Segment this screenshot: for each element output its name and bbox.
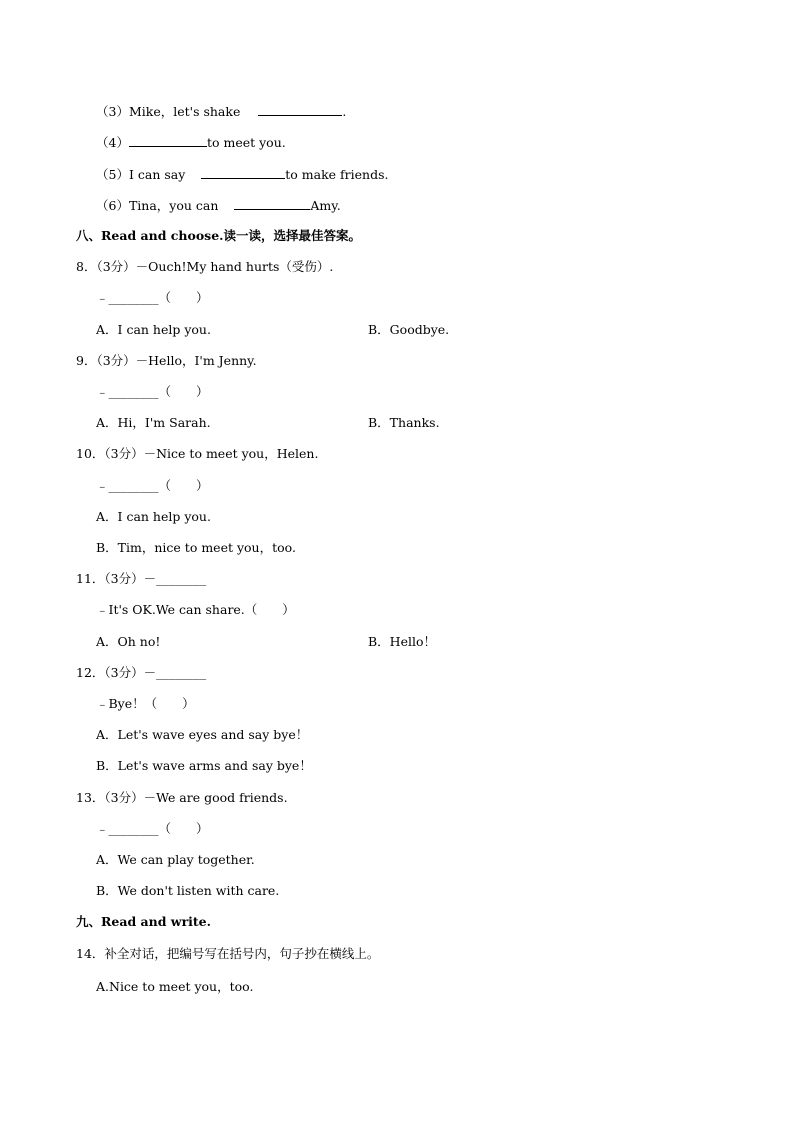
question-prompt: －________ (143, 665, 207, 680)
question-number: 12． (76, 665, 105, 680)
question-score: （3分） (104, 446, 144, 461)
question-prompt: －Ouch!My hand hurts（受伤）. (135, 259, 334, 274)
question-11-option-a[interactable]: A．Oh no! (96, 634, 161, 649)
question-11 (76, 571, 206, 587)
question-10 (76, 446, 318, 462)
question-11-reply[interactable]: ﹣It's OK.We can share.（ ） (96, 602, 295, 617)
answer-blank[interactable] (258, 103, 342, 116)
answer-blank[interactable] (201, 166, 285, 179)
question-prompt: －________ (143, 571, 207, 586)
question-14-option-a: A.Nice to meet you，too. (96, 979, 254, 994)
question-score: （3分） (104, 665, 144, 680)
question-8-option-a[interactable]: A．I can help you. (96, 322, 211, 337)
question-12-option-b[interactable]: B．Let's wave arms and say bye！ (96, 758, 312, 773)
question-number: 11． (76, 571, 105, 586)
item-text: Mike，let's shake (128, 104, 241, 119)
question-score: （3分） (104, 571, 144, 586)
question-9-option-a[interactable]: A．Hi，I'm Sarah. (96, 415, 211, 430)
section-heading-8: 八、Read and choose.读一读，选择最佳答案。 (76, 228, 362, 243)
item-number: （3） (96, 104, 129, 119)
fill-item-6 (96, 197, 341, 214)
question-number: 9． (76, 353, 97, 368)
question-9-reply[interactable]: ﹣________（ ） (96, 384, 209, 399)
question-8-option-b[interactable]: B．Goodbye. (368, 322, 450, 337)
item-number: （6） (96, 198, 129, 213)
item-text: I can say (128, 167, 186, 182)
section-heading-9: 九、Read and write. (76, 914, 211, 929)
question-13-reply[interactable]: ﹣________（ ） (96, 821, 209, 836)
item-number: （5） (96, 167, 129, 182)
fill-item-5 (96, 166, 388, 183)
question-8 (76, 259, 333, 275)
question-12 (76, 665, 206, 681)
question-12-reply[interactable]: ﹣Bye！（ ） (96, 696, 195, 711)
fill-item-3 (96, 103, 346, 120)
question-score: （3分） (96, 353, 136, 368)
question-10-reply[interactable]: ﹣________（ ） (96, 478, 209, 493)
item-text-after: . (342, 104, 347, 119)
question-number: 13． (76, 790, 105, 805)
item-text-after: Amy. (310, 198, 341, 213)
question-score: （3分） (96, 259, 136, 274)
question-prompt: －We are good friends. (143, 790, 288, 805)
question-number: 8． (76, 259, 97, 274)
item-text-after: to meet you. (206, 135, 286, 150)
question-13-option-b[interactable]: B．We don't listen with care. (96, 883, 280, 898)
question-10-option-a[interactable]: A．I can help you. (96, 509, 211, 524)
question-9-option-b[interactable]: B．Thanks. (368, 415, 440, 430)
answer-blank[interactable] (129, 134, 207, 147)
question-10-option-b[interactable]: B．Tim，nice to meet you，too. (96, 540, 296, 555)
item-text-after: to make friends. (285, 167, 389, 182)
question-13-option-a[interactable]: A．We can play together. (96, 852, 255, 867)
question-prompt: －Nice to meet you，Helen. (143, 446, 319, 461)
question-13 (76, 790, 288, 806)
question-8-reply[interactable]: ﹣________（ ） (96, 290, 209, 305)
question-12-option-a[interactable]: A．Let's wave eyes and say bye！ (96, 727, 309, 742)
fill-item-4 (96, 134, 286, 151)
answer-blank[interactable] (234, 197, 310, 210)
question-prompt: －Hello，I'm Jenny. (135, 353, 257, 368)
question-score: （3分） (104, 790, 144, 805)
question-11-option-b[interactable]: B．Hello！ (368, 634, 437, 649)
question-14: 14．补全对话，把编号写在括号内，句子抄在横线上。 (76, 946, 380, 961)
item-text: Tina，you can (128, 198, 219, 213)
item-number: （4） (96, 135, 129, 150)
question-9 (76, 353, 257, 369)
question-number: 10． (76, 446, 105, 461)
